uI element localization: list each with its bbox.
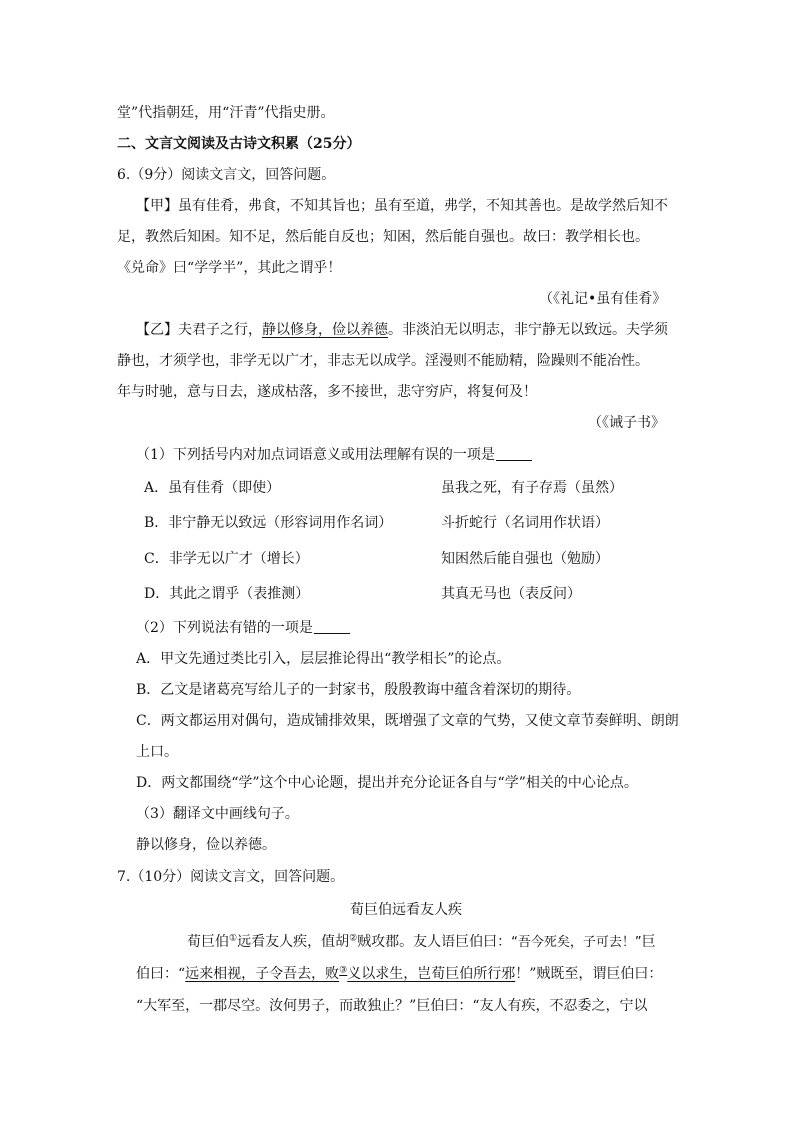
option-b-right: 斗折蛇行（名词用作状语） (441, 515, 609, 531)
sub-question-2 (136, 618, 350, 638)
option-d-left: D．其此之谓乎（表推测） (144, 586, 310, 602)
section-heading: 二、文言文阅读及古诗文积累（25分） (117, 136, 361, 152)
footnote-marker: ③ (339, 965, 348, 976)
passage-yi-line: 年与时驰，意与日去，遂成枯落，多不接世，悲守穷庐，将复何及！ (117, 384, 537, 400)
option-a: A．甲文先通过类比引入，层层推论得出“教学相长”的论点。 (136, 651, 511, 667)
text-span: 荀巨伯 (187, 934, 229, 950)
option-c-continued: 上口。 (136, 744, 178, 760)
passage-jia-source: （《礼记•虽有佳肴》 (539, 291, 667, 307)
text-span: 远看友人疾，值胡 (237, 934, 350, 950)
passage-title: 荀巨伯远看友人疾 (350, 902, 462, 918)
text-span: 伯曰：“ (136, 966, 186, 982)
question-7-heading: 7.（10分）阅读文言文，回答问题。 (117, 869, 345, 885)
text-span: ！”贼既至，谓巨伯曰： (515, 966, 663, 982)
option-c-left: C．非学无以广才（增长） (144, 551, 309, 567)
option-a-left: A．虽有佳肴（即使） (144, 480, 281, 496)
sub-question-1 (136, 445, 532, 465)
underlined-sentence: 义以求生，岂荀巨伯所行邪 (347, 966, 516, 982)
text-span: 【乙】夫君子之行， (136, 322, 262, 338)
passage-jia-line: 足，教然后知困。知不足，然后能自反也；知困，然后能自强也。故曰：教学相长也。 (117, 229, 649, 245)
text-span: 。非淡泊无以明志，非宁静无以致远。夫学须 (388, 322, 668, 338)
underlined-sentence: 静以修身，俭以养德 (262, 322, 388, 338)
passage-line (136, 964, 662, 984)
option-d-right: 其真无马也（表反问） (441, 586, 581, 602)
answer-blank (314, 619, 350, 634)
question-6-heading: 6.（9分）阅读文言文，回答问题。 (117, 167, 336, 183)
quoted-speech: “吾今死矣，子可去！” (511, 935, 642, 950)
passage-line (187, 932, 656, 953)
underlined-sentence: 远来相视，子令吾去，败 (185, 966, 340, 982)
option-d: D．两文都围绕“学”这个中心论题，提出并充分论证各自与“学”相关的中心论点。 (136, 775, 638, 791)
passage-yi-line (136, 320, 668, 340)
option-c: C．两文都运用对偶句，造成铺排效果，既增强了文章的气势，又使文章节奏鲜明、朗朗 (136, 713, 679, 729)
passage-yi-source: （《诫子书》 (588, 415, 665, 431)
option-b: B．乙文是诸葛亮写给儿子的一封家书，殷殷教诲中蕴含着深切的期待。 (136, 682, 581, 698)
sub-question-text: （2）下列说法有错的一项是 (136, 620, 313, 636)
footnote-marker: ② (349, 933, 358, 944)
text-line: 堂”代指朝廷，用“汗青”代指史册。 (117, 105, 335, 121)
sentence-to-translate: 静以修身，俭以养德。 (136, 837, 276, 853)
footnote-marker: ① (229, 933, 238, 944)
option-b-left: B．非宁静无以致远（形容词用作名词） (144, 515, 393, 531)
option-a-right: 虽我之死，有子存焉（虽然） (441, 480, 623, 496)
passage-jia-line: 【甲】虽有佳肴，弗食，不知其旨也；虽有至道，弗学，不知其善也。是故学然后知不 (136, 198, 668, 214)
passage-jia-line: 《兑命》曰“学学半”，其此之谓乎！ (117, 260, 342, 276)
text-span: 贼攻郡。友人语巨伯曰： (357, 934, 512, 950)
passage-yi-line: 静也，才须学也，非学无以广才，非志无以成学。淫漫则不能励精，险躁则不能冶性。 (117, 353, 649, 369)
answer-blank (496, 446, 532, 461)
option-c-right: 知困然后能自强也（勉励） (441, 551, 609, 567)
passage-line: “大军至，一郡尽空。汝何男子，而敢独止？”巨伯曰：“友人有疾，不忍委之，宁以 (136, 998, 648, 1014)
text-span: 巨 (641, 934, 656, 950)
sub-question-text: （1）下列括号内对加点词语意义或用法理解有误的一项是 (136, 447, 495, 463)
sub-question-3: （3）翻译文中画线句子。 (136, 806, 299, 822)
